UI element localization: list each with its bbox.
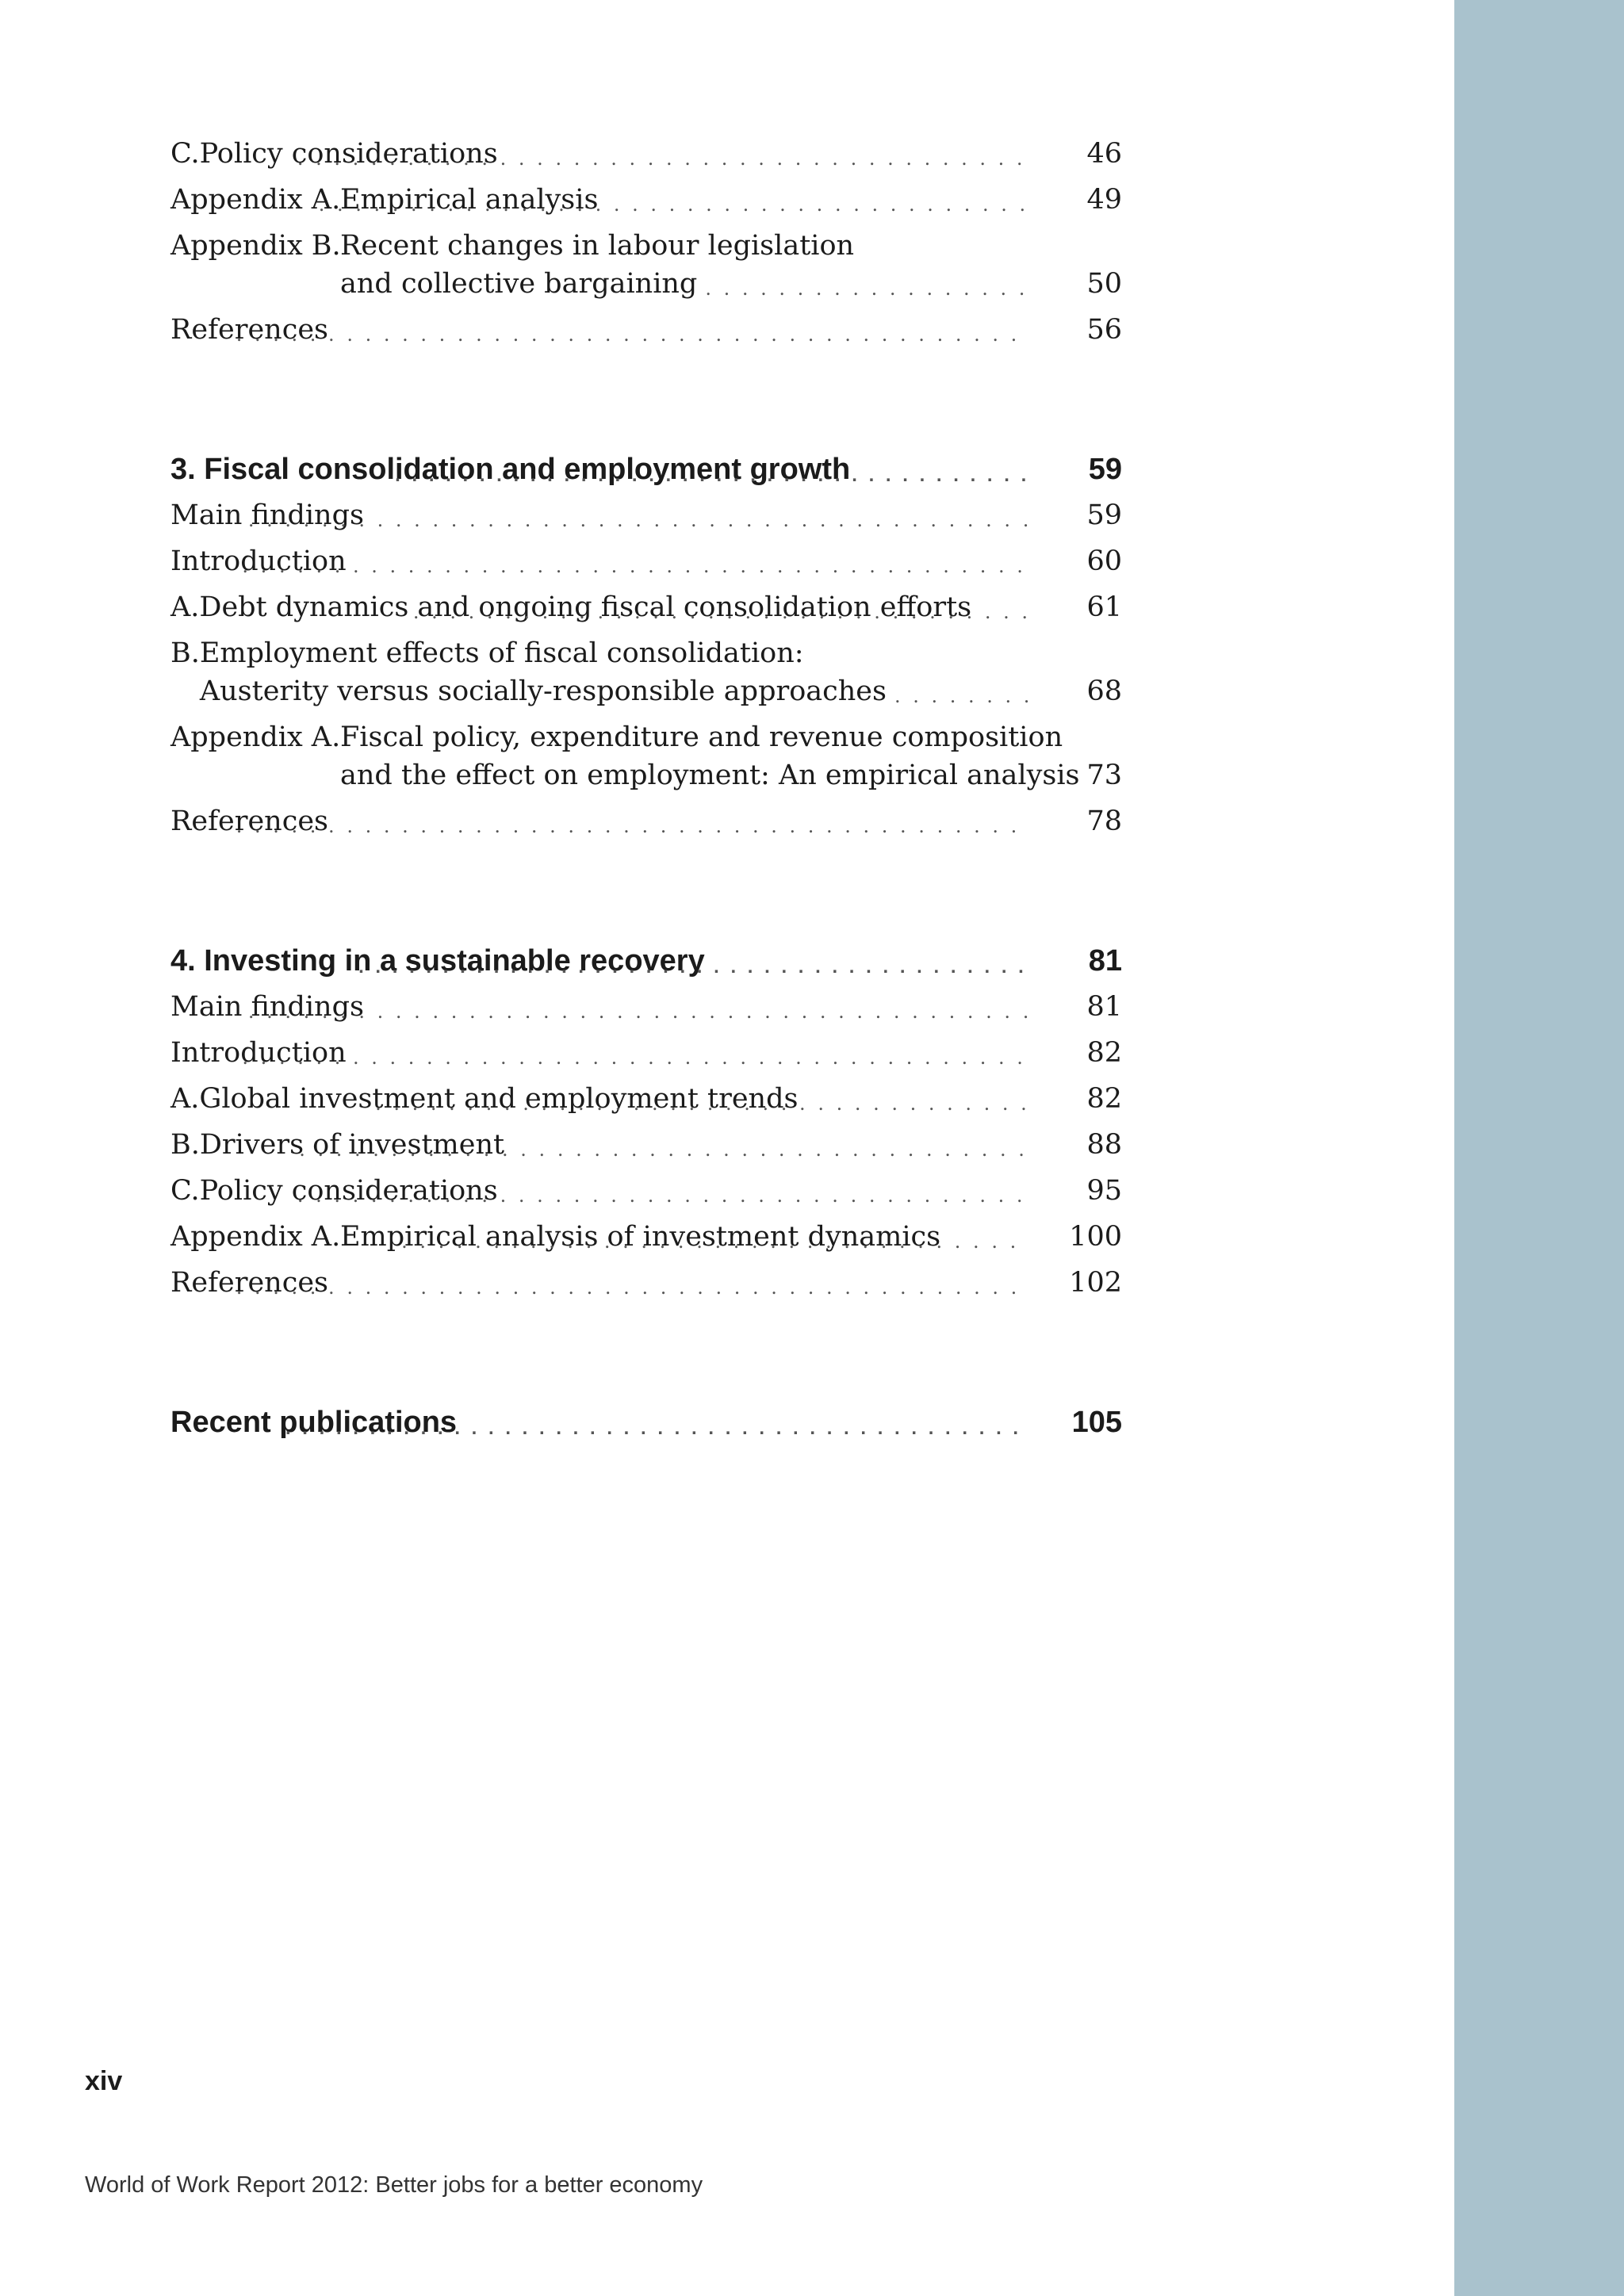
leader-dots [242,552,1028,580]
leader-dots [236,812,1028,840]
entry-prefix: A. [170,591,200,623]
entry-title: References [170,806,328,837]
leader-dots [395,461,1028,490]
entry-page: 73 [1086,760,1122,791]
entry-page: 59 [1086,499,1122,531]
entry-title-line1: Employment effects of fiscal consolidation: [199,637,804,669]
report-title: World of Work Report 2012: Better jobs for a better economy [85,2172,703,2198]
chapter-title: 4. Investing in a sustainable recovery [170,944,705,978]
recent-publications-title: Recent publications [170,1406,458,1439]
leader-dots [248,997,1028,1026]
leader-dots [705,274,1028,303]
leader-dots [236,320,1028,349]
toc-entry[interactable] [170,181,1122,219]
entry-title: Introduction [170,545,347,577]
entry-title: Debt dynamics and ongoing fiscal consolidation efforts [199,591,972,623]
leader-dots [413,598,1028,626]
entry-page: 100 [1069,1221,1122,1253]
toc-entry[interactable] [170,496,1122,534]
entry-title-line2: and the effect on employment: An empirical analysis [340,760,1080,791]
recent-publications-heading[interactable] [170,1402,1122,1443]
leader-dots [285,1414,1028,1443]
entry-title: Empirical analysis [340,184,599,216]
entry-title: Policy considerations [199,1175,498,1207]
entry-prefix: C. [170,1175,200,1207]
toc-entry[interactable] [170,802,1122,840]
leader-dots [358,953,1028,982]
chapter-page: 81 [1088,944,1122,978]
entry-page: 81 [1086,991,1122,1023]
leader-dots [236,1273,1028,1302]
entry-title-line2: Austerity versus socially-responsible approaches [199,675,887,707]
entry-page: 49 [1086,184,1122,216]
entry-prefix: C. [170,138,200,170]
entry-page: 95 [1086,1175,1122,1207]
entry-title: References [170,1267,328,1299]
entry-page: 102 [1069,1267,1122,1299]
entry-title-line2: and collective bargaining [340,268,698,300]
entry-prefix: Appendix A. [170,1221,341,1253]
page-number: xiv [85,2066,123,2096]
entry-page: 68 [1086,675,1122,707]
entry-title-line1: Recent changes in labour legislation [340,230,855,262]
leader-dots [894,682,1028,710]
sidebar-band [1454,0,1624,2296]
toc-entry[interactable] [170,311,1122,349]
toc-entry[interactable] [170,1126,1122,1164]
entry-page: 88 [1086,1129,1122,1161]
entry-title: References [170,314,328,346]
entry-title: Global investment and employment trends [199,1083,799,1115]
leader-dots [297,1181,1028,1210]
toc-entry[interactable] [170,588,1122,626]
toc-entry[interactable] [170,135,1122,173]
entry-prefix: Appendix A. [170,721,341,753]
entry-title: Empirical analysis of investment dynamics [340,1221,941,1253]
entry-page: 60 [1086,545,1122,577]
entry-page: 78 [1086,806,1122,837]
leader-dots [242,1043,1028,1072]
chapter-title: 3. Fiscal consolidation and employment growth [170,453,851,486]
entry-prefix: B. [170,637,200,669]
entry-title: Main findings [170,499,364,531]
leader-dots [299,1135,1028,1164]
chapter-heading[interactable] [170,940,1122,982]
chapter-heading[interactable] [170,449,1122,490]
toc-entry[interactable] [170,1172,1122,1210]
leader-dots [297,144,1028,173]
entry-title: Introduction [170,1037,347,1069]
entry-title-line1: Fiscal policy, expenditure and revenue composition [340,721,1063,753]
entry-page: 82 [1086,1037,1122,1069]
toc-entry[interactable] [170,1034,1122,1072]
table-of-contents [170,135,1122,1449]
leader-dots [248,506,1028,534]
entry-title: Policy considerations [199,138,498,170]
chapter-page: 59 [1088,453,1122,486]
entry-prefix: Appendix A. [170,184,341,216]
entry-prefix: Appendix B. [170,230,341,262]
entry-page: 82 [1086,1083,1122,1115]
entry-page: 61 [1086,591,1122,623]
recent-publications-page: 105 [1071,1406,1122,1439]
toc-entry[interactable] [170,227,1122,303]
leader-dots [401,1227,1028,1256]
leader-dots [375,1089,1028,1118]
entry-prefix: A. [170,1083,200,1115]
toc-entry[interactable] [170,1264,1122,1302]
toc-entry[interactable] [170,718,1122,794]
entry-title: Main findings [170,991,364,1023]
toc-entry[interactable] [170,988,1122,1026]
entry-prefix: B. [170,1129,200,1161]
entry-page: 50 [1086,268,1122,300]
entry-page: 56 [1086,314,1122,346]
toc-entry[interactable] [170,542,1122,580]
entry-title: Drivers of investment [199,1129,505,1161]
entry-page: 46 [1086,138,1122,170]
leader-dots [319,190,1028,219]
toc-entry[interactable] [170,1080,1122,1118]
toc-entry[interactable] [170,634,1122,710]
toc-entry[interactable] [170,1218,1122,1256]
